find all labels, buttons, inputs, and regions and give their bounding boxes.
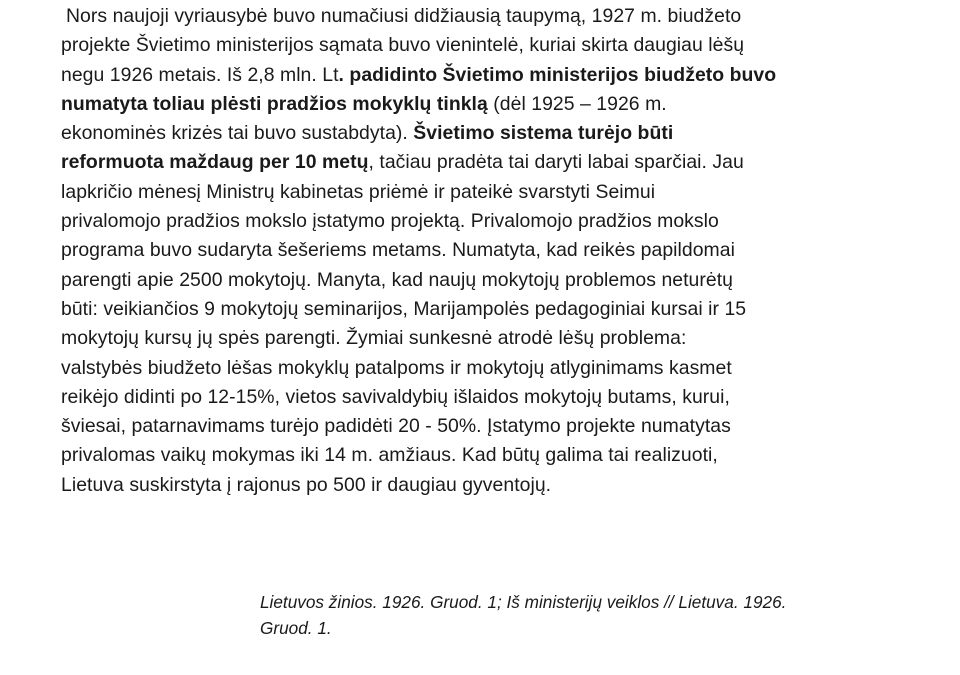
paragraph-line	[61, 119, 933, 148]
paragraph-line	[61, 207, 933, 236]
paragraph-line	[61, 31, 933, 60]
text-segment: Lietuva suskirstyta į rajonus po 500 ir daugiau gyventojų.	[61, 473, 552, 496]
bold-text-segment: numatyta toliau plėsti pradžios mokyklų tinklą	[61, 92, 488, 115]
text-segment: mokytojų kursų jų spės parengti. Žymiai sunkesnė atrodė lėšų problema:	[61, 327, 687, 350]
text-segment: privalomas vaikų mokymas iki 14 m. amžiaus. Kad būtų galima tai realizuoti,	[61, 444, 718, 467]
text-segment: lapkričio mėnesį Ministrų kabinetas priėmė ir pateikė svarstyti Seimui	[61, 180, 656, 203]
paragraph-line	[61, 148, 933, 177]
paragraph-line	[61, 354, 933, 383]
paragraph-line	[61, 324, 933, 353]
text-segment: programa buvo sudaryta šešeriems metams. Numatyta, kad reikės papildomai	[61, 239, 735, 262]
text-segment: privalomojo pradžios mokslo įstatymo projektą. Privalomojo pradžios mokslo	[61, 210, 719, 233]
text-segment: , tačiau pradėta tai daryti labai sparčiai. Jau	[368, 151, 744, 174]
bold-text-segment: Švietimo sistema turėjo būti	[413, 122, 674, 145]
paragraph-line	[61, 383, 933, 412]
text-segment: būti: veikiančios 9 mokytojų seminarijos, Marijampolės pedagoginiai kursai ir 15	[61, 297, 747, 320]
paragraph-line	[61, 266, 933, 295]
text-segment: reikėjo didinti po 12-15%, vietos savivaldybių išlaidos mokytojų butams, kurui,	[61, 385, 730, 408]
main-paragraph	[61, 2, 933, 500]
paragraph-line	[61, 295, 933, 324]
paragraph-line	[61, 61, 933, 90]
text-segment: valstybės biudžeto lėšas mokyklų patalpoms ir mokytojų atlyginimams kasmet	[61, 356, 732, 379]
text-segment: projekte Švietimo ministerijos sąmata buvo vienintelė, kuriai skirta daugiau lėšų	[61, 34, 745, 57]
paragraph-line	[61, 412, 933, 441]
bold-text-segment: . padidinto Švietimo ministerijos biudžeto buvo	[338, 63, 777, 86]
paragraph-line	[61, 90, 933, 119]
text-segment: šviesai, patarnavimams turėjo padidėti 20 - 50%. Įstatymo projekte numatytas	[61, 415, 731, 438]
text-segment: negu 1926 metais. Iš 2,8 mln. Lt	[61, 63, 339, 86]
paragraph-line	[61, 178, 933, 207]
citation-line: Gruod. 1.	[260, 618, 332, 638]
text-segment: Nors naujoji vyriausybė buvo numačiusi didžiausią taupymą, 1927 m. biudžeto	[66, 5, 742, 27]
citation-line: Lietuvos žinios. 1926. Gruod. 1; Iš ministerijų veiklos // Lietuva. 1926.	[260, 592, 787, 612]
text-segment: ekonominės krizės tai buvo sustabdyta).	[61, 122, 414, 145]
source-citation	[260, 589, 950, 641]
text-segment: parengti apie 2500 mokytojų. Manyta, kad naujų mokytojų problemos neturėtų	[61, 268, 733, 291]
paragraph-line	[61, 236, 933, 265]
paragraph-line	[61, 471, 933, 500]
bold-text-segment: reformuota maždaug per 10 metų	[61, 151, 369, 174]
paragraph-line	[61, 441, 933, 470]
paragraph-line	[61, 2, 933, 31]
text-segment: (dėl 1925 – 1926 m.	[487, 92, 667, 115]
